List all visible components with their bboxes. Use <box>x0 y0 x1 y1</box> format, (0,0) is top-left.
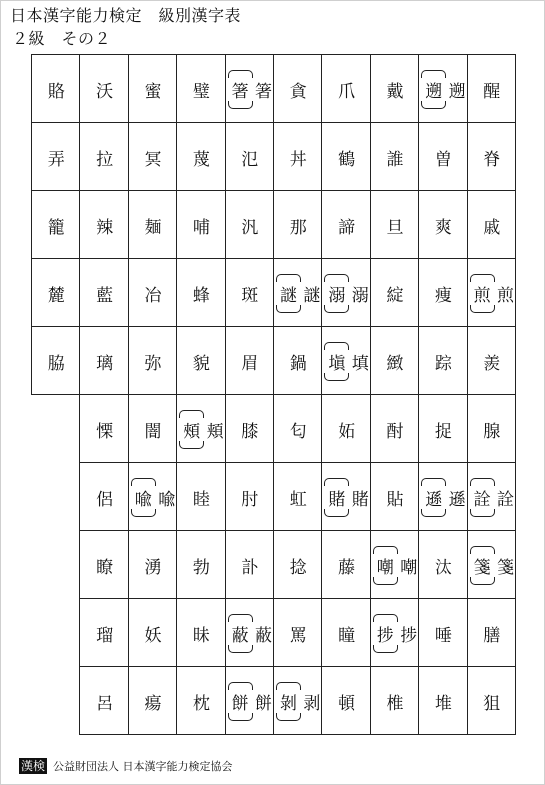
kanji-character: 枕 <box>192 693 210 714</box>
variant-character: 遜 <box>422 482 445 513</box>
kanji-character: 爪 <box>338 81 356 102</box>
kanji-character: 蜂 <box>192 285 210 306</box>
kanji-cell <box>225 598 274 667</box>
kanji-cell <box>128 258 177 327</box>
kanji-cell <box>467 122 516 191</box>
kanji-character: 狙 <box>483 693 501 714</box>
kanji-character: 戴 <box>386 81 404 102</box>
kanji-character: 醒 <box>483 81 501 102</box>
kanji-character: 頬 <box>206 421 224 442</box>
kanji-character: 溺 <box>351 285 369 306</box>
kanji-cell <box>418 326 467 395</box>
kanji-character: 汰 <box>434 557 452 578</box>
kanji-cell <box>370 122 419 191</box>
kanji-character: 瘍 <box>144 693 162 714</box>
kanji-cell <box>418 666 467 735</box>
kanji-cell <box>467 598 516 667</box>
kanji-cell <box>176 326 225 395</box>
kanji-cell <box>467 530 516 599</box>
kanji-character: 哺 <box>192 217 210 238</box>
kanji-cell <box>370 598 419 667</box>
kanji-character: 勃 <box>192 557 210 578</box>
kanji-cell <box>273 530 322 599</box>
kanji-cell <box>79 258 128 327</box>
kanji-cell <box>370 190 419 259</box>
table-step-border <box>31 394 80 395</box>
kanji-character: 頓 <box>338 693 356 714</box>
kanji-character: 鶴 <box>338 149 356 170</box>
kanji-cell <box>79 598 128 667</box>
kanji-cell <box>467 326 516 395</box>
variant-character: 餅 <box>229 686 252 717</box>
kanji-cell <box>370 394 419 463</box>
variant-character: 箸 <box>229 74 252 105</box>
kanji-character: 蔽 <box>254 625 272 646</box>
kanji-cell <box>128 122 177 191</box>
kanji-character: 賭 <box>351 489 369 510</box>
kanji-character: 膳 <box>483 625 501 646</box>
kanji-character: 麺 <box>144 217 162 238</box>
kanji-character: 遡 <box>448 81 466 102</box>
variant-character: 詮 <box>471 482 494 513</box>
kanji-character: 誰 <box>386 149 404 170</box>
kanji-character: 謎 <box>303 285 321 306</box>
kanji-character: 璃 <box>96 353 114 374</box>
kanji-character: 肘 <box>241 489 259 510</box>
kanji-cell <box>225 462 274 531</box>
kanji-character: 剥 <box>303 693 321 714</box>
variant-character: 煎 <box>471 278 494 309</box>
kanji-cell <box>273 258 322 327</box>
kanji-character: 鍋 <box>289 353 307 374</box>
kanji-character: 丼 <box>289 149 307 170</box>
kanji-cell <box>79 190 128 259</box>
kanji-character: 辣 <box>96 217 114 238</box>
kanji-cell <box>467 54 516 123</box>
kanji-cell <box>128 598 177 667</box>
kanji-cell <box>370 462 419 531</box>
kanji-character: 羨 <box>483 353 501 374</box>
kanji-character: 妖 <box>144 625 162 646</box>
kanji-character: 脇 <box>47 353 65 374</box>
kanji-cell <box>321 394 370 463</box>
kanji-cell <box>370 54 419 123</box>
kanji-character: 椎 <box>386 693 404 714</box>
variant-character: 溺 <box>325 278 348 309</box>
kanji-character: 弥 <box>144 353 162 374</box>
kanji-character: 蔑 <box>192 149 210 170</box>
kanji-cell <box>273 326 322 395</box>
kanji-cell <box>321 598 370 667</box>
kanji-cell <box>467 394 516 463</box>
variant-character: 捗 <box>374 618 397 649</box>
kanji-character: 捉 <box>434 421 452 442</box>
variant-character: 賭 <box>325 482 348 513</box>
kanji-cell <box>128 530 177 599</box>
kanji-cell <box>225 258 274 327</box>
kanji-cell <box>176 598 225 667</box>
kanji-character: 呂 <box>96 693 114 714</box>
kanji-cell <box>370 530 419 599</box>
kanji-cell <box>273 190 322 259</box>
kanji-character: 籠 <box>47 217 65 238</box>
organization-name: 公益財団法人 日本漢字能力検定協会 <box>53 760 233 773</box>
kanji-cell <box>128 462 177 531</box>
kanji-character: 訃 <box>241 557 259 578</box>
kanji-cell <box>176 258 225 327</box>
variant-character: 喩 <box>132 482 155 513</box>
kanji-cell <box>176 190 225 259</box>
kanji-character: 賂 <box>47 81 65 102</box>
kanji-character: 曽 <box>434 149 452 170</box>
footer <box>19 758 233 774</box>
kanji-character: 餅 <box>254 693 272 714</box>
kanji-cell <box>321 258 370 327</box>
kanji-character: 闇 <box>144 421 162 442</box>
kanji-cell <box>79 530 128 599</box>
kanji-cell <box>273 666 322 735</box>
kanji-character: 詮 <box>496 489 514 510</box>
kanji-cell <box>321 462 370 531</box>
kanji-character: 脊 <box>483 149 501 170</box>
kanji-character: 填 <box>351 353 369 374</box>
kanji-cell <box>79 326 128 395</box>
kanji-character: 麓 <box>47 285 65 306</box>
kanji-cell <box>467 462 516 531</box>
kanji-character: 藤 <box>338 557 356 578</box>
kanji-cell <box>176 394 225 463</box>
table-right-border <box>515 54 516 735</box>
kanji-character: 嘲 <box>400 557 418 578</box>
kanji-character: 貌 <box>192 353 210 374</box>
kanji-character: 膝 <box>241 421 259 442</box>
kanji-cell <box>225 666 274 735</box>
kanji-cell <box>321 190 370 259</box>
kanji-character: 諦 <box>338 217 356 238</box>
kanji-character: 煎 <box>496 285 514 306</box>
kanji-cell <box>79 54 128 123</box>
table-bottom-border <box>79 734 516 735</box>
kanji-character: 捻 <box>289 557 307 578</box>
kanji-character: 貼 <box>386 489 404 510</box>
kanken-logo: 漢検 <box>21 759 46 773</box>
kanji-cell <box>31 258 80 327</box>
kanji-character: 拉 <box>96 149 114 170</box>
kanji-character: 斑 <box>241 285 259 306</box>
kanji-cell <box>79 122 128 191</box>
kanji-cell <box>418 394 467 463</box>
kanji-cell <box>176 666 225 735</box>
kanji-cell <box>225 530 274 599</box>
kanji-character: 侶 <box>96 489 114 510</box>
kanji-character: 酎 <box>386 421 404 442</box>
kanji-character: 蜜 <box>144 81 162 102</box>
variant-character: 剝 <box>277 686 300 717</box>
variant-character: 嘲 <box>374 550 397 581</box>
kanji-character: 匂 <box>289 421 307 442</box>
variant-character: 謎 <box>277 278 300 309</box>
kanji-cell <box>79 462 128 531</box>
kanji-cell <box>31 54 80 123</box>
page-title: 日本漢字能力検定 級別漢字表 <box>10 6 242 25</box>
kanji-cell <box>225 326 274 395</box>
kanji-cell <box>418 190 467 259</box>
kanji-character: 瞭 <box>96 557 114 578</box>
kanji-cell <box>321 326 370 395</box>
kanji-character: 璧 <box>192 81 210 102</box>
kanji-cell <box>418 598 467 667</box>
kanji-character: 睦 <box>192 489 210 510</box>
kanji-cell <box>225 394 274 463</box>
kanji-character: 緻 <box>386 353 404 374</box>
kanji-cell <box>467 190 516 259</box>
kanji-character: 昧 <box>192 625 210 646</box>
kanji-cell <box>418 530 467 599</box>
kanji-character: 冥 <box>144 149 162 170</box>
kanji-cell <box>467 666 516 735</box>
kanji-character: 痩 <box>434 285 452 306</box>
variant-character: 箋 <box>471 550 494 581</box>
kanji-character: 旦 <box>386 217 404 238</box>
page-subtitle: ２級 その２ <box>12 29 112 48</box>
kanji-cell <box>370 258 419 327</box>
kanji-character: 綻 <box>386 285 404 306</box>
kanji-cell <box>31 190 80 259</box>
variant-character: 遡 <box>422 74 445 105</box>
kanji-character: 汎 <box>241 217 259 238</box>
kanji-cell <box>321 530 370 599</box>
kanji-cell <box>418 54 467 123</box>
kanji-character: 踪 <box>434 353 452 374</box>
kanji-character: 腺 <box>483 421 501 442</box>
kanji-cell <box>273 54 322 123</box>
kanji-cell <box>321 122 370 191</box>
kanji-character: 箸 <box>254 81 272 102</box>
kanji-cell <box>128 54 177 123</box>
variant-character: 頰 <box>180 414 203 445</box>
kanji-cell <box>225 122 274 191</box>
kanji-cell <box>225 190 274 259</box>
kanji-cell <box>273 598 322 667</box>
kanji-character: 遜 <box>448 489 466 510</box>
kanji-cell <box>418 258 467 327</box>
variant-character: 塡 <box>325 346 348 377</box>
kanji-cell <box>225 54 274 123</box>
kanji-cell <box>128 190 177 259</box>
kanji-cell <box>418 462 467 531</box>
kanji-character: 爽 <box>434 217 452 238</box>
kanji-cell <box>176 122 225 191</box>
kanji-cell <box>31 326 80 395</box>
kanji-character: 沃 <box>96 81 114 102</box>
kanji-character: 瑠 <box>96 625 114 646</box>
kanji-cell <box>176 54 225 123</box>
kanji-character: 那 <box>289 217 307 238</box>
kanji-cell <box>176 462 225 531</box>
kanji-cell <box>273 122 322 191</box>
kanji-character: 藍 <box>96 285 114 306</box>
kanji-character: 貪 <box>289 81 307 102</box>
variant-character: 蔽 <box>229 618 252 649</box>
kanji-cell <box>176 530 225 599</box>
kanji-character: 瞳 <box>338 625 356 646</box>
kanji-character: 冶 <box>144 285 162 306</box>
kanji-character: 慄 <box>96 421 114 442</box>
kanji-cell <box>79 394 128 463</box>
kanji-cell <box>321 666 370 735</box>
kanji-character: 戚 <box>483 217 501 238</box>
kanji-character: 捗 <box>400 625 418 646</box>
kanji-character: 罵 <box>289 625 307 646</box>
kanji-character: 堆 <box>434 693 452 714</box>
kanji-character: 喩 <box>158 489 176 510</box>
kanji-character: 湧 <box>144 557 162 578</box>
kanji-cell <box>79 666 128 735</box>
kanji-character: 眉 <box>241 353 259 374</box>
kanji-character: 唾 <box>434 625 452 646</box>
kanji-character: 箋 <box>496 557 514 578</box>
kanji-character: 氾 <box>241 149 259 170</box>
kanji-cell <box>273 462 322 531</box>
kanji-character: 弄 <box>47 149 65 170</box>
kanji-cell <box>418 122 467 191</box>
kanji-cell <box>321 54 370 123</box>
kanji-cell <box>128 666 177 735</box>
kanji-cell <box>370 326 419 395</box>
kanji-character: 虹 <box>289 489 307 510</box>
kanji-cell <box>370 666 419 735</box>
kanji-cell <box>467 258 516 327</box>
kanji-cell <box>128 326 177 395</box>
kanji-cell <box>273 394 322 463</box>
kanji-character: 妬 <box>338 421 356 442</box>
kanji-cell <box>31 122 80 191</box>
kanji-cell <box>128 394 177 463</box>
